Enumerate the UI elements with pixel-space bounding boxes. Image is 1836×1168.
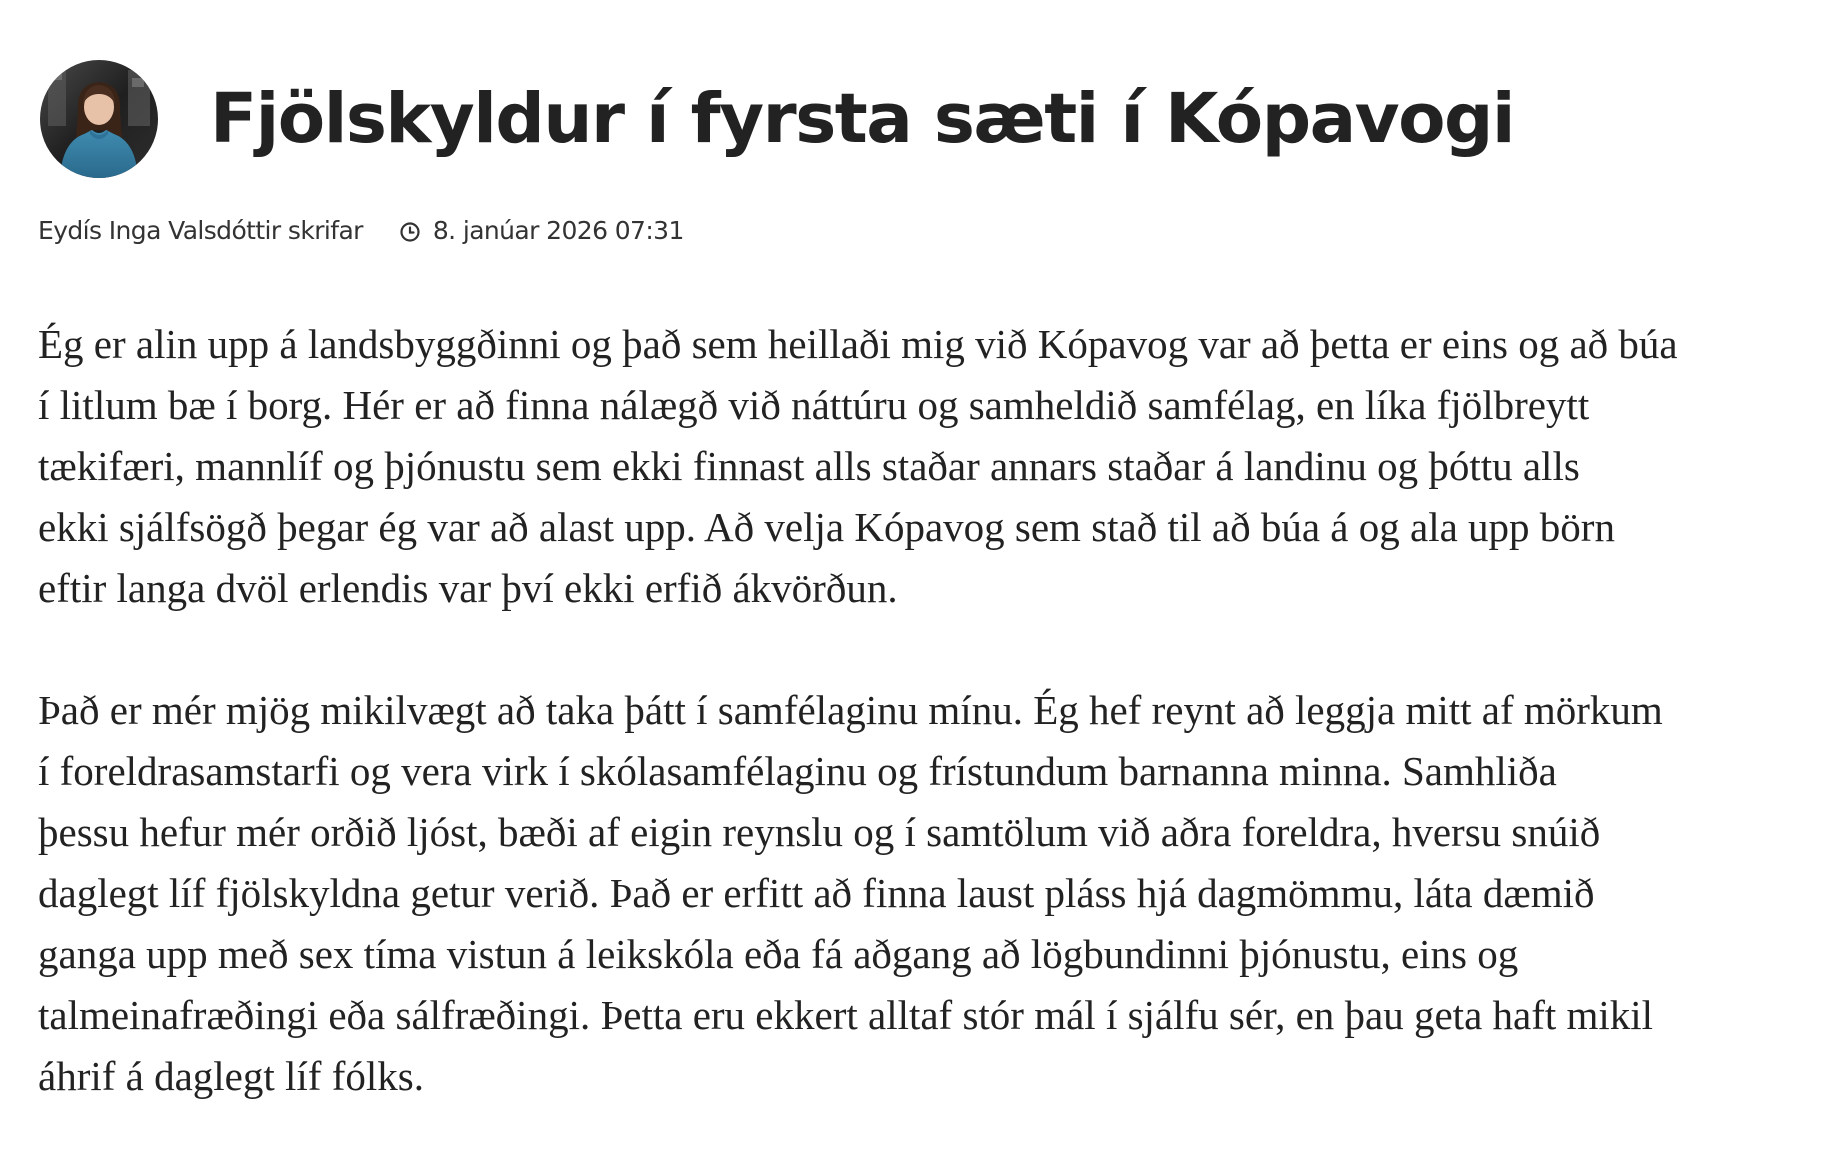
- paragraph-line: Ég er alin upp á landsbyggðinni og það sem heillaði mig við Kópavog var að þetta er eins og að búa: [38, 321, 1678, 367]
- author-byline[interactable]: Eydís Inga Valsdóttir skrifar: [38, 216, 363, 245]
- article-title: Fjölskyldur í fyrsta sæti í Kópavogi: [210, 78, 1515, 159]
- article-header: [40, 60, 1514, 178]
- article-paragraph: [38, 680, 1818, 1107]
- paragraph-line: Það er mér mjög mikilvægt að taka þátt í samfélaginu mínu. Ég hef reynt að leggja mitt af mörkum: [38, 687, 1663, 733]
- clock-icon: [399, 220, 421, 242]
- paragraph-line: þessu hefur mér orðið ljóst, bæði af eigin reynslu og í samtölum við aðra foreldra, hversu snúið: [38, 809, 1601, 855]
- article-meta: [38, 216, 684, 245]
- article-paragraph: [38, 314, 1818, 619]
- paragraph-line: daglegt líf fjölskyldna getur verið. Það er erfitt að finna laust pláss hjá dagmömmu, láta dæmið: [38, 870, 1595, 916]
- paragraph-line: eftir langa dvöl erlendis var því ekki erfið ákvörðun.: [38, 565, 898, 611]
- paragraph-line: í litlum bæ í borg. Hér er að finna nálægð við náttúru og samheldið samfélag, en líka fjölbreytt: [38, 382, 1590, 428]
- paragraph-line: ganga upp með sex tíma vistun á leikskóla eða fá aðgang að lögbundinni þjónustu, eins og: [38, 931, 1519, 977]
- article-body: [38, 314, 1818, 1168]
- paragraph-line: áhrif á daglegt líf fólks.: [38, 1053, 424, 1099]
- paragraph-line: tækifæri, mannlíf og þjónustu sem ekki finnast alls staðar annars staðar á landinu og þóttu alls: [38, 443, 1580, 489]
- publish-date: 8. janúar 2026 07:31: [432, 216, 684, 245]
- author-avatar[interactable]: [40, 60, 158, 178]
- paragraph-line: ekki sjálfsögð þegar ég var að alast upp. Að velja Kópavog sem stað til að búa á og ala upp börn: [38, 504, 1615, 550]
- paragraph-line: talmeinafræðingi eða sálfræðingi. Þetta eru ekkert alltaf stór mál í sjálfu sér, en þau geta haft mikil: [38, 992, 1654, 1038]
- paragraph-line: í foreldrasamstarfi og vera virk í skólasamfélaginu og frístundum barnanna minna. Samhliða: [38, 748, 1557, 794]
